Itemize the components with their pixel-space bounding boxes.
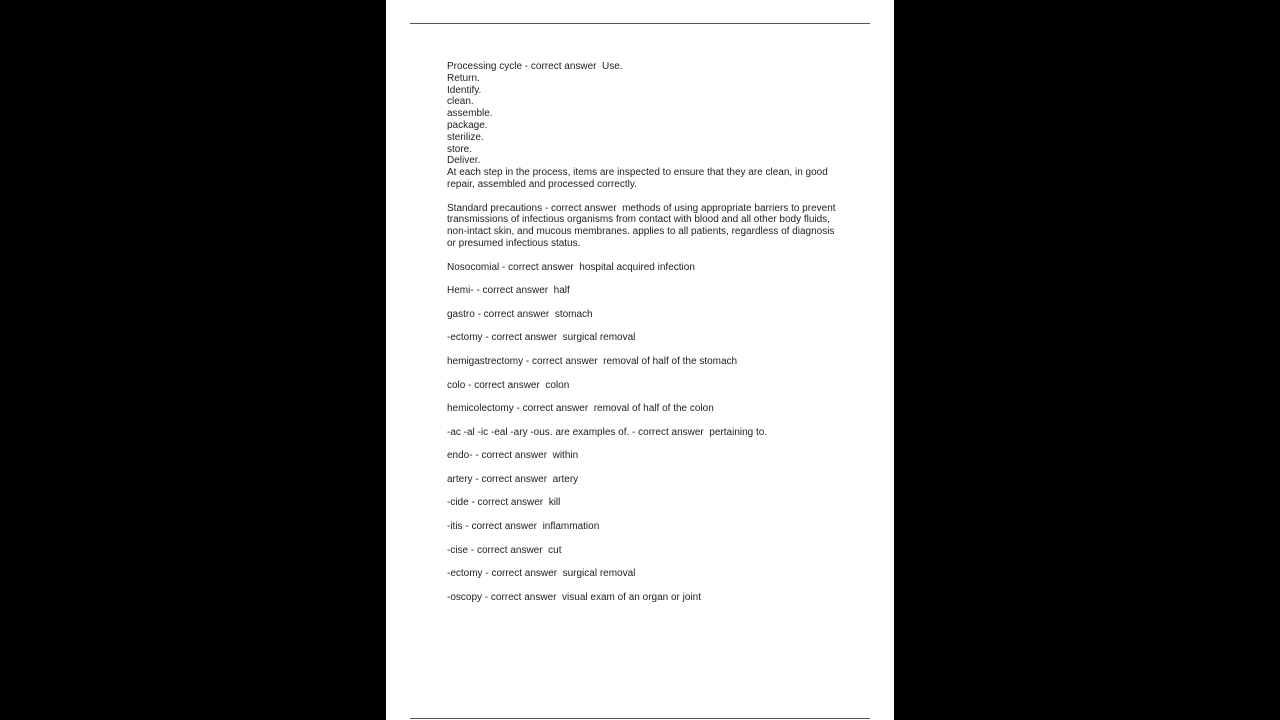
- term-entry: Hemi- - correct answer half: [447, 285, 570, 297]
- paragraph-gap: [447, 533, 857, 545]
- term-entry: -oscopy - correct answer visual exam of an organ or joint: [447, 591, 701, 603]
- term-entry: -itis - correct answer inflammation: [447, 521, 600, 533]
- text-line: Return.: [447, 72, 480, 84]
- term-entry: hemigastrectomy - correct answer removal of half of the stomach: [447, 355, 738, 367]
- text-line: Deliver.: [447, 155, 481, 167]
- text-line: sterilize.: [447, 131, 484, 143]
- text-line: or presumed infectious status.: [447, 237, 581, 249]
- paragraph-gap: [447, 368, 857, 380]
- text-line: package.: [447, 119, 488, 131]
- footer-rule: [410, 718, 870, 719]
- header-rule: [410, 23, 870, 24]
- term-entry: -cide - correct answer kill: [447, 497, 561, 509]
- text-line: non-intact skin, and mucous membranes. applies to all patients, regardless of diagnosis: [447, 226, 835, 238]
- document-page: [386, 0, 894, 720]
- term-entry: hemicolectomy - correct answer removal of half of the colon: [447, 403, 714, 415]
- text-line: store.: [447, 143, 473, 155]
- paragraph-gap: [447, 321, 857, 333]
- paragraph-gap: [447, 250, 857, 262]
- paragraph-gap: [447, 462, 857, 474]
- paragraph-gap: [447, 297, 857, 309]
- term-entry: gastro - correct answer stomach: [447, 308, 593, 320]
- paragraph-gap: [447, 191, 857, 203]
- text-line: Standard precautions - correct answer methods of using appropriate barriers to prevent: [447, 202, 836, 214]
- term-entry: Nosocomial - correct answer hospital acquired infection: [447, 261, 695, 273]
- page-content: [447, 61, 857, 604]
- text-line: clean.: [447, 96, 474, 108]
- term-entry: -ac -al -ic -eal -ary -ous. are examples of. - correct answer pertaining to.: [447, 426, 768, 438]
- text-line: assemble.: [447, 108, 493, 120]
- term-entry: artery - correct answer artery: [447, 473, 579, 485]
- paragraph-gap: [447, 580, 857, 592]
- paragraph-gap: [447, 344, 857, 356]
- term-entry: -ectomy - correct answer surgical removal: [447, 568, 636, 580]
- paragraph-gap: [447, 509, 857, 521]
- paragraph-gap: [447, 415, 857, 427]
- paragraph-gap: [447, 439, 857, 451]
- term-entry: -ectomy - correct answer surgical removal: [447, 332, 636, 344]
- processing-cycle-block: [447, 61, 857, 191]
- paragraph-gap: [447, 273, 857, 285]
- text-line: Identify.: [447, 84, 482, 96]
- text-line: transmissions of infectious organisms from contact with blood and all other body fluids,: [447, 214, 830, 226]
- term-entry: -cise - correct answer cut: [447, 544, 562, 556]
- text-line: At each step in the process, items are inspected to ensure that they are clean, in good: [447, 167, 828, 179]
- paragraph-gap: [447, 556, 857, 568]
- text-line: repair, assembled and processed correctly.: [447, 178, 637, 190]
- standard-precautions-block: [447, 203, 857, 250]
- term-entry: endo- - correct answer within: [447, 450, 579, 462]
- paragraph-gap: [447, 391, 857, 403]
- text-line: Processing cycle - correct answer Use.: [447, 61, 623, 72]
- term-entry: colo - correct answer colon: [447, 379, 570, 391]
- paragraph-gap: [447, 486, 857, 498]
